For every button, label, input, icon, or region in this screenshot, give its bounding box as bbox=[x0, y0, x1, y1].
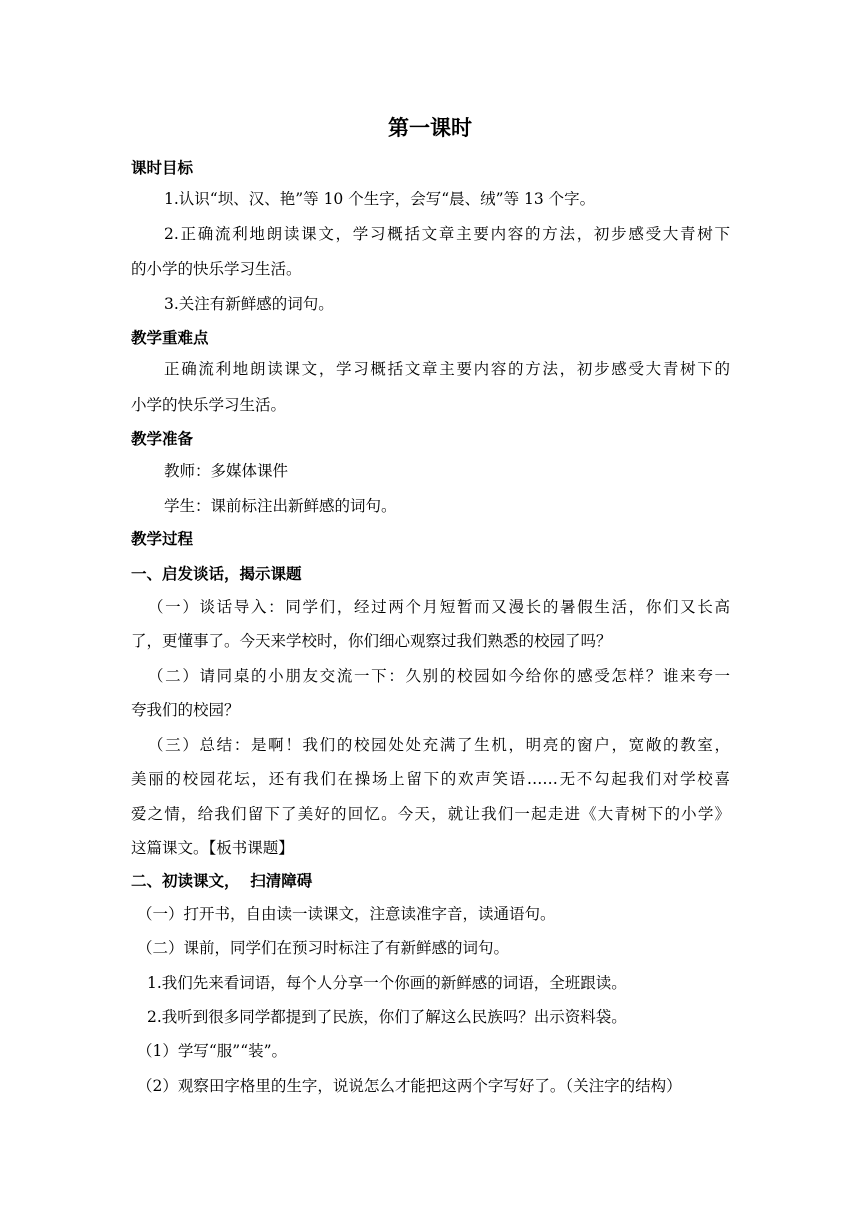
goal-item-2-cont: 的小学的快乐学习生活。 bbox=[131, 260, 302, 278]
part1-line-5: （三）总结：是啊！我们的校园处处充满了生机，明亮的窗户，宽敞的教室， bbox=[148, 736, 730, 754]
part2-line-2: （二）课前，同学们在预习时标注了有新鲜感的词句。 bbox=[137, 939, 510, 957]
part2-heading: 二、初读课文， 扫清障碍 bbox=[131, 872, 313, 890]
part2-line-4: 2.我听到很多同学都提到了民族，你们了解这么民族吗？出示资料袋。 bbox=[147, 1008, 627, 1026]
part1-line-1: （一）谈话导入：同学们，经过两个月短暂而又漫长的暑假生活，你们又长高 bbox=[148, 598, 730, 616]
part2-line-5: （1）学写“服”“装”。 bbox=[137, 1042, 288, 1060]
prep-student: 学生：课前标注出新鲜感的词句。 bbox=[164, 497, 397, 515]
keypoints-heading: 教学重难点 bbox=[131, 329, 209, 347]
part2-line-3: 1.我们先来看词语，每个人分享一个你画的新鲜感的词语，全班跟读。 bbox=[147, 974, 627, 992]
part1-line-2: 了，更懂事了。今天来学校时，你们细心观察过我们熟悉的校园了吗？ bbox=[131, 632, 612, 650]
part2-line-1: （一）打开书，自由读一读课文，注意读准字音，读通语句。 bbox=[137, 905, 556, 923]
prep-heading: 教学准备 bbox=[131, 430, 194, 448]
part2-line-6: （2）观察田字格里的生字，说说怎么才能把这两个字写好了。（关注字的结构） bbox=[137, 1077, 682, 1095]
prep-teacher: 教师：多媒体课件 bbox=[164, 462, 289, 480]
part1-line-4: 夸我们的校园？ bbox=[131, 701, 240, 719]
goal-item-3: 3.关注有新鲜感的词句。 bbox=[164, 295, 334, 313]
page-title: 第一课时 bbox=[388, 116, 472, 140]
part1-heading: 一、启发谈话，揭示课题 bbox=[131, 565, 302, 583]
part1-line-7: 爱之情，给我们留下了美好的回忆。今天，就让我们一起走进《大青树下的小学》 bbox=[131, 805, 730, 823]
process-heading: 教学过程 bbox=[131, 530, 194, 548]
goal-item-1: 1.认识“坝、汉、艳”等 10 个生字，会写“晨、绒”等 13 个字。 bbox=[164, 190, 596, 208]
goals-heading: 课时目标 bbox=[131, 159, 194, 177]
part1-line-3: （二）请同桌的小朋友交流一下：久别的校园如今给你的感受怎样？谁来夸一 bbox=[148, 667, 730, 685]
part1-line-8: 这篇课文。【板书课题】 bbox=[131, 839, 294, 857]
part1-line-6: 美丽的校园花坛，还有我们在操场上留下的欢声笑语……无不勾起我们对学校喜 bbox=[131, 770, 730, 788]
keypoints-line-1: 正确流利地朗读课文，学习概括文章主要内容的方法，初步感受大青树下的 bbox=[164, 360, 730, 378]
goal-item-2: 2.正确流利地朗读课文，学习概括文章主要内容的方法，初步感受大青树下 bbox=[164, 225, 730, 243]
keypoints-line-2: 小学的快乐学习生活。 bbox=[131, 396, 287, 414]
